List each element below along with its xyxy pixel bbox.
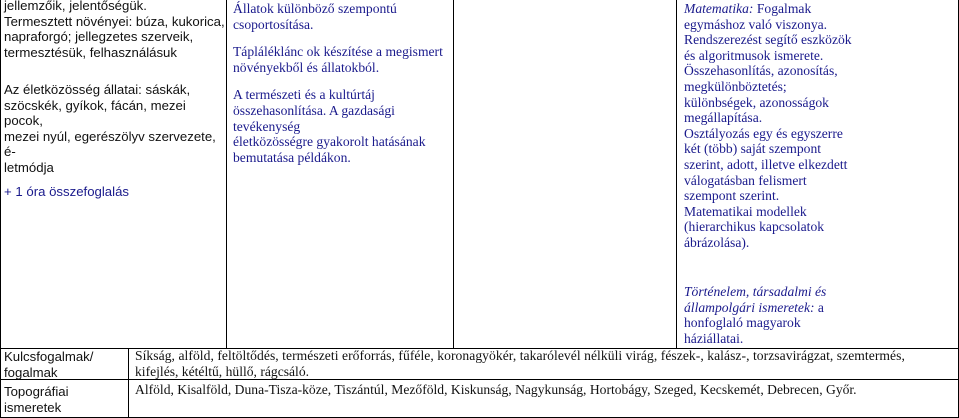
connection-line: egymáshoz való viszonya.: [684, 16, 828, 32]
activities-cell: [233, 1, 453, 165]
connection-line: (hierarchikus kapcsolatok: [684, 219, 825, 235]
connection-line: Rendszerezést segítő eszközök: [684, 32, 852, 48]
keywords-line: kifejlés, kétéltű, hüllő, rágcsáló.: [135, 364, 310, 379]
connection-line: válogatásban felismert: [684, 172, 807, 188]
connection-text: a: [814, 299, 824, 315]
history-connection: [684, 284, 956, 346]
connection-line: Osztályozás egy és egyszerre: [684, 125, 843, 141]
activity-line: A természeti és a kultúrtáj: [233, 87, 375, 103]
topics-line: mezei nyúl, egerészölyv szervezete, é-: [4, 128, 216, 160]
activity-line: Állatok különböző szempontú: [233, 1, 397, 16]
keywords-label-line: fogalmak: [4, 364, 58, 380]
connection-line: Összehasonlítás, azonosítás,: [684, 63, 838, 79]
activity-line: összehasonlítása. A gazdasági tevékenység: [233, 102, 395, 134]
activity-line: bemutatása példákon.: [233, 149, 351, 165]
divider: [0, 0, 1, 418]
connection-line: két (több) saját szempont: [684, 141, 822, 157]
connection-line: honfoglaló magyarok: [684, 315, 801, 331]
connection-line: szempont szerint.: [684, 188, 780, 204]
topics-line: jellemzőik, jelentőségük.: [4, 0, 147, 13]
connections-cell: [684, 1, 956, 251]
connection-line: megállapítása.: [684, 110, 763, 126]
topics-line: szöcskék, gyíkok, fácán, mezei pocok,: [4, 97, 186, 129]
subject-label: Matematika:: [684, 1, 754, 16]
activity-line: Tápláléklánc ok készítése a megismert: [233, 44, 443, 60]
keywords-line: Síkság, alföld, feltöltődés, természeti erőforrás, fűféle, koronagyökér, takarólevél nélküli virág, fészek-, kalász-, torzsavirágzat, szemtermés,: [135, 348, 905, 363]
spacer: [233, 32, 453, 44]
connection-text: Fogalmak: [753, 1, 812, 16]
topics-line: termesztésük, felhasználásuk: [4, 44, 177, 60]
connection-line: és algoritmusok ismerete.: [684, 47, 824, 63]
connection-line: megkülönböztetés;: [684, 78, 787, 94]
divider: [226, 0, 227, 348]
subject-label: Történelem, társadalmi és: [684, 284, 827, 299]
topics-line: letmódja: [4, 159, 54, 175]
divider: [128, 348, 129, 418]
keywords-label: [4, 349, 126, 380]
topics-line: Termesztett növényei: búza, kukorica,: [4, 13, 225, 29]
connection-line: [684, 1, 956, 17]
connection-line: ábrázolása).: [684, 234, 750, 250]
spacer: [233, 75, 453, 87]
connection-line: szerint, adott, illetve elkezdett: [684, 156, 848, 172]
summary-note: + 1 óra összefoglalás: [4, 184, 129, 199]
connection-line: [684, 300, 956, 316]
connection-line: háziállatai.: [684, 330, 744, 346]
topography-label-line: ismeretek: [4, 399, 62, 415]
topography-line: Alföld, Kisalföld, Duna-Tisza-köze, Tiszántúl, Mezőföld, Kiskunság, Nagykunság, Hortobágy, Szeged, Kecskemét, Debrecen, Győr.: [135, 382, 857, 397]
divider: [453, 0, 454, 348]
topics-line: Az életközösség állatai: sáskák,: [4, 81, 191, 97]
keywords-label-line: Kulcsfogalmak/: [4, 349, 94, 364]
topography-label-line: Topográfiai: [4, 384, 69, 399]
divider: [676, 0, 677, 348]
activity-line: életközösségre gyakorolt hatásának: [233, 134, 426, 150]
topography-label: [4, 384, 126, 415]
topics-line: napraforgó; jellegzetes szerveik,: [4, 29, 194, 45]
connection-line: Matematikai modellek: [684, 203, 807, 219]
spacer: [4, 60, 226, 76]
activity-line: csoportosítása.: [233, 16, 314, 32]
connection-line: különbségek, azonosságok: [684, 94, 829, 110]
subject-label: állampolgári ismeretek:: [684, 299, 815, 315]
topics-cell: [4, 0, 226, 176]
activity-line: növényekből és állatokból.: [233, 59, 380, 75]
